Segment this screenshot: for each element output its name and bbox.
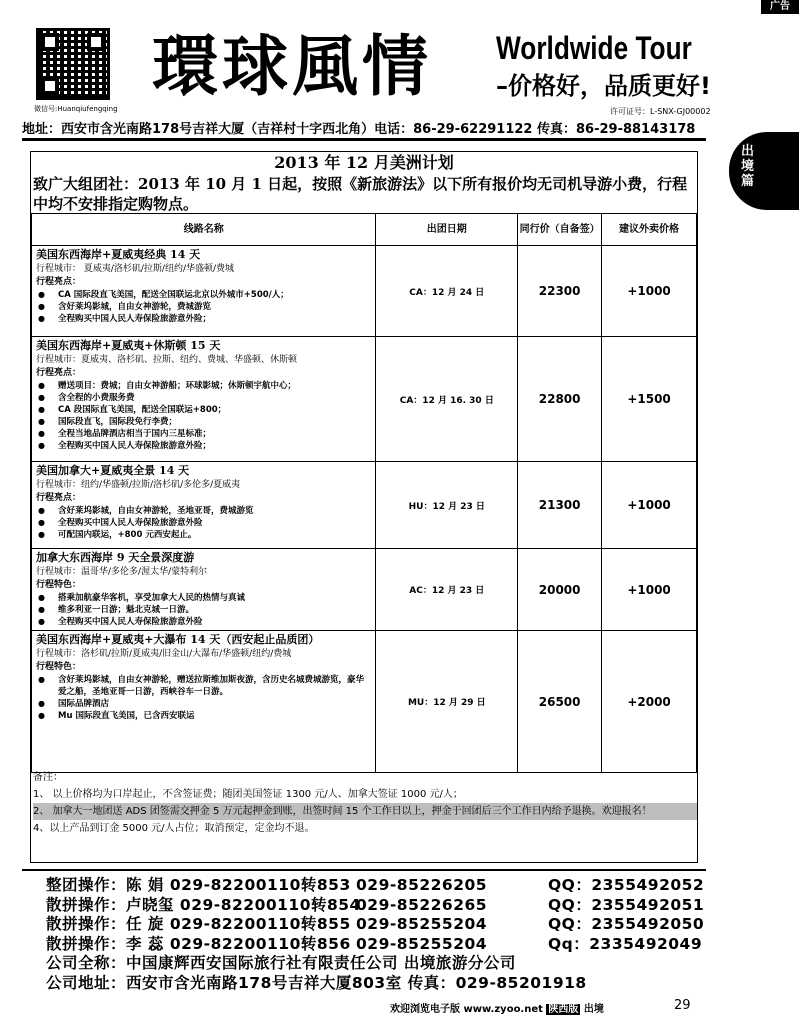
route-cities: 行程城市：纽约/华盛顿/拉斯/洛杉矶/多伦多/夏威夷 — [36, 480, 241, 490]
retail-markup: +1000 — [602, 462, 697, 549]
footer-section: 出境 — [583, 1004, 604, 1015]
col-retail: 建议外卖价格 — [602, 214, 697, 246]
qr-finder — [87, 33, 105, 51]
contact-list — [46, 876, 706, 994]
ad-corner-tag: 广告 — [761, 0, 799, 14]
contact-row — [46, 915, 706, 935]
brand-title: 環球風情 — [152, 27, 432, 105]
contact-qq: QQ：2355492051 — [548, 895, 705, 914]
footer — [390, 1000, 604, 1015]
agency-address: 地址：西安市含光南路178号吉祥大厦（吉祥村十字西北角）电话：86-29-62291122 传真：86-29-88143178 — [22, 122, 696, 137]
brand-en: Worldwide Tour — [496, 30, 692, 66]
slogan: –价格好，品质更好! — [496, 72, 711, 100]
table-row — [32, 549, 697, 631]
depart-date: CA：12 月 16. 30 日 — [376, 337, 518, 462]
contact-row — [46, 876, 706, 896]
contact-phone: 029-85255204 — [356, 915, 488, 934]
list-item: ● 可配国内联运，+800 元西安起止。 — [36, 529, 371, 541]
features-label: 行程特色： — [36, 662, 82, 672]
table-row — [32, 337, 697, 462]
table-row — [32, 631, 697, 773]
table-header — [32, 214, 697, 246]
contact-operator: 散拼操作：卢晓玺 029-82200110转854 — [46, 895, 361, 914]
company-address: 公司地址：西安市含光南路178号吉祥大厦803室 传真：029-85201918 — [46, 973, 587, 992]
section-tab: 出境篇 — [729, 132, 799, 210]
note-item: 1、 以上价格均为口岸起止，不含签证费；随团美国签证 1300 元/人、加拿大签证 1000 元/人； — [33, 789, 463, 800]
note-item-highlighted: 2、 加拿大一地团送 ADS 团签需交押金 5 万元起押金到账，出签时间 15 个工作日以上，押金于回团后三个工作日内给予退换。欢迎报名！ — [33, 803, 697, 820]
list-item: ● 全程购买中国人民人寿保险旅游意外险； — [36, 440, 371, 452]
route-cities: 行程城市：洛杉矶/拉斯/夏威夷/旧金山/大瀑布/华盛顿/纽约/费城 — [36, 649, 292, 659]
depart-date: AC：12 月 23 日 — [376, 549, 518, 631]
list-item: ● Mu 国际段直飞美国，已含西安联运 — [36, 710, 371, 722]
route-cities: 行程城市：温哥华/多伦多/渥太华/蒙特利尔 — [36, 567, 208, 577]
list-item: ● 含好莱坞影城，自由女神游轮，圣地亚哥，费城游览 — [36, 505, 371, 517]
table-row — [32, 462, 697, 549]
features-label: 行程亮点： — [36, 493, 82, 503]
divider — [22, 869, 706, 871]
contact-operator: 整团操作：陈 娟 029-82200110转853 — [46, 876, 351, 894]
route-name: 美国东西海岸+夏威夷+大瀑布 14 天（西安起止品质团） — [36, 633, 320, 646]
qr-finder — [41, 77, 59, 95]
retail-markup: +1000 — [602, 246, 697, 337]
trade-price: 26500 — [518, 631, 602, 773]
contact-operator: 散拼操作：李 蕊 029-82200110转856 — [46, 934, 351, 953]
contact-operator: 散拼操作：任 旋 029-82200110转855 — [46, 915, 351, 934]
contact-row — [46, 896, 706, 916]
route-table — [31, 213, 697, 773]
plan-title: 2013 年 12 月美洲计划 — [274, 153, 454, 172]
wechat-id: 微信号:Huanqiufengqing — [34, 105, 118, 113]
trade-price: 20000 — [518, 549, 602, 631]
features-label: 行程亮点： — [36, 368, 82, 378]
depart-date: CA：12 月 24 日 — [376, 246, 518, 337]
list-item: ● 赠送项目：费城；自由女神游船；环球影城；休斯顿宇航中心； — [36, 380, 371, 392]
table-row — [32, 246, 697, 337]
list-item: ● 全程购买中国人民人寿保险旅游意外险 — [36, 517, 371, 529]
header — [22, 22, 711, 118]
list-item: ● 维多利亚一日游；魁北克城一日游。 — [36, 604, 371, 616]
contact-qq: QQ：2355492050 — [548, 915, 705, 934]
trade-price: 22300 — [518, 246, 602, 337]
divider — [22, 138, 706, 141]
list-item: ● 含好莱坞影城，自由女神游轮，费城游览 — [36, 301, 371, 313]
list-item: ● 搭乘加航豪华客机，享受加拿大人民的热情与真诚 — [36, 592, 371, 604]
list-item: ● 全程当地品牌酒店相当于国内三星标准； — [36, 428, 371, 440]
list-item: ● 国际品牌酒店 — [36, 698, 371, 710]
note-item: 4、以上产品到订金 5000 元/人占位；取消预定，定金均不退。 — [33, 823, 315, 834]
route-name: 加拿大东西海岸 9 天全景深度游 — [36, 551, 195, 564]
col-price: 同行价（自备签） — [518, 214, 602, 246]
contact-phone: 029-85226265 — [356, 895, 488, 914]
features-label: 行程特色： — [36, 580, 82, 590]
retail-markup: +1500 — [602, 337, 697, 462]
footer-badge: 陕西版 — [548, 1004, 579, 1015]
trade-price: 21300 — [518, 462, 602, 549]
list-item: ● CA 段国际直飞美国，配送全国联运+800； — [36, 404, 371, 416]
plan-intro: 致广大组团社：2013 年 10 月 1 日起，按照《新旅游法》以下所有报价均无司机导游小费，行程中均不安排指定购物点。 — [33, 175, 688, 213]
contact-qq: Qq：2335492049 — [548, 934, 703, 953]
depart-date: MU：12 月 29 日 — [376, 631, 518, 773]
route-cities: 行程城市：夏威夷、洛杉矶、拉斯、纽约、费城、华盛顿、休斯顿 — [36, 355, 298, 365]
qr-code — [36, 28, 110, 100]
company-name: 公司全称：中国康辉西安国际旅行社有限责任公司 出境旅游分公司 — [46, 954, 516, 973]
notes-title: 备注： — [33, 772, 63, 783]
list-item: ● 国际段直飞，国际段免行李费； — [36, 416, 371, 428]
plan-box — [30, 151, 698, 863]
col-date: 出团日期 — [376, 214, 518, 246]
list-item: ● 含全程的小费服务费 — [36, 392, 371, 404]
contact-qq: QQ：2355492052 — [548, 876, 705, 894]
list-item: ● 全程购买中国人民人寿保险旅游意外险 — [36, 616, 371, 628]
list-item: ● 全程购买中国人民人寿保险旅游意外险； — [36, 313, 371, 325]
retail-markup: +2000 — [602, 631, 697, 773]
list-item: ● CA 国际段直飞美国，配送全国联运北京以外城市+500/人； — [36, 289, 371, 301]
route-name: 美国东西海岸+夏威夷+休斯顿 15 天 — [36, 339, 221, 352]
route-name: 美国东西海岸+夏威夷经典 14 天 — [36, 248, 201, 261]
qr-finder — [41, 33, 59, 51]
footer-site: 欢迎浏览电子版 www.zyoo.net — [390, 1004, 543, 1015]
contact-phone: 029-85255204 — [356, 934, 488, 953]
route-cities: 行程城市： 夏威夷/洛杉矶/拉斯/纽约/华盛顿/费城 — [36, 264, 235, 274]
features-label: 行程亮点： — [36, 277, 82, 287]
notes — [31, 769, 697, 837]
contact-row — [46, 935, 706, 955]
permit-number: 许可证号：L-SNX-GJ00002 — [610, 107, 711, 116]
retail-markup: +1000 — [602, 549, 697, 631]
route-name: 美国加拿大+夏威夷全景 14 天 — [36, 464, 190, 477]
col-route: 线路名称 — [32, 214, 376, 246]
contact-phone: 029-85226205 — [356, 876, 488, 894]
trade-price: 22800 — [518, 337, 602, 462]
depart-date: HU：12 月 23 日 — [376, 462, 518, 549]
list-item: ● 含好莱坞影城，自由女神游轮，赠送拉斯维加斯夜游，含历史名城费城游览，豪华爱之船，圣地亚哥一日游，西峡谷车一日游。 — [36, 674, 371, 698]
page-number: 29 — [674, 998, 691, 1013]
